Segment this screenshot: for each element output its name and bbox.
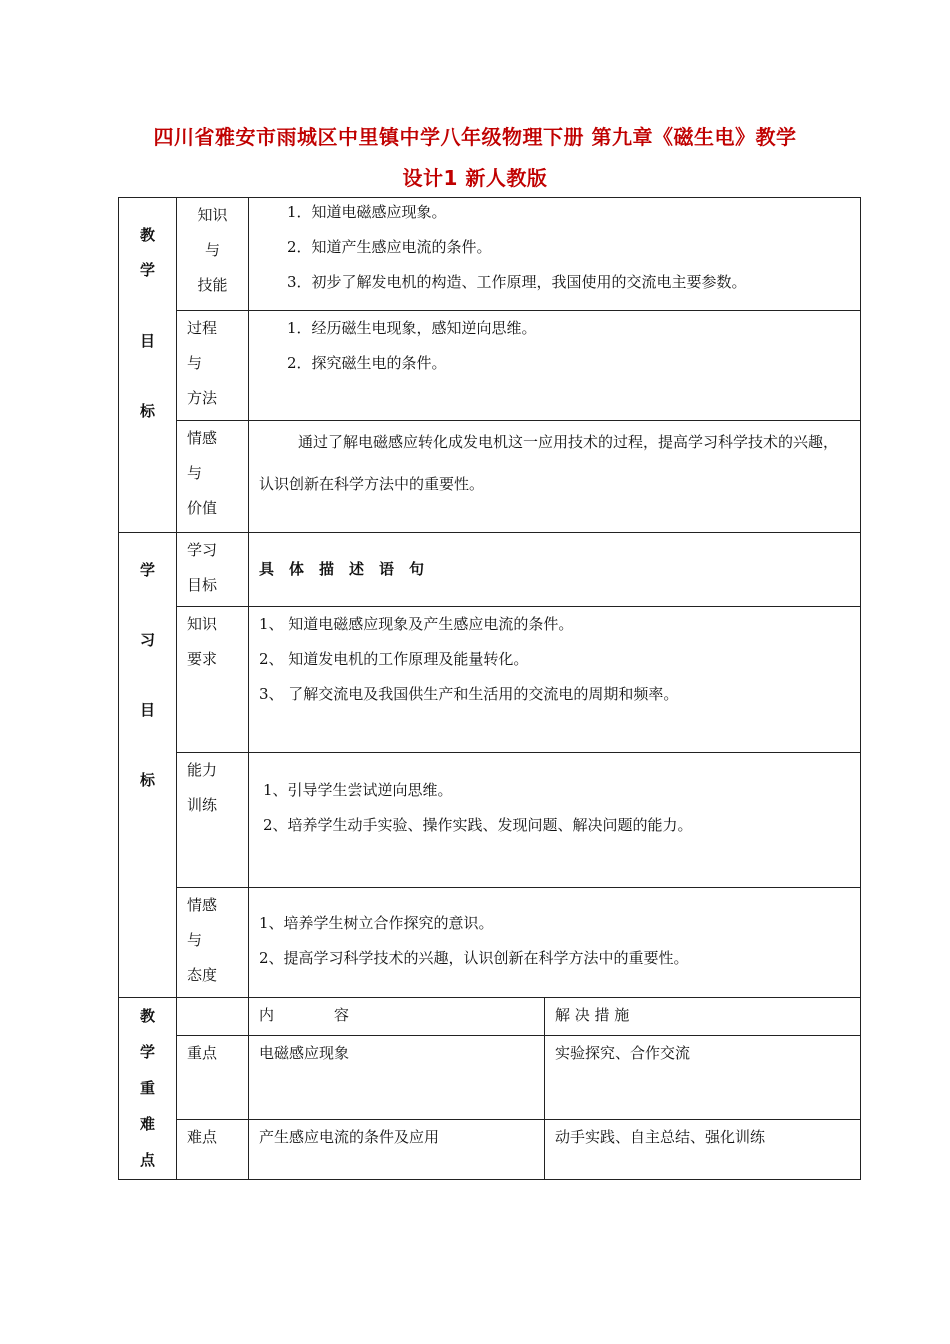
lesson-plan-table (118, 197, 861, 1180)
emotion-value-content: 通过了解电磁感应转化成发电机这一应用技术的过程，提高学习科学技术的兴趣，认识创新在科学方法中的重要性。 (249, 421, 861, 533)
sub-label-process-method: 过程 与 方法 (177, 311, 249, 421)
learning-goal-emotion-row (119, 888, 861, 998)
ability-training-content: 1、引导学生尝试逆向思维。 2、培养学生动手实验、操作实践、发现问题、解决问题的能力。 (249, 753, 861, 888)
difficult-point-content: 产生感应电流的条件及应用 (249, 1120, 545, 1180)
sub-label-learning-goal: 学习 目标 (177, 533, 249, 607)
key-point-content: 电磁感应现象 (249, 1036, 545, 1120)
document-title-line-2: 设计1 新人教版 (402, 166, 548, 190)
key-point-row (119, 1036, 861, 1120)
measures-column-header: 解 决 措 施 (545, 998, 861, 1036)
learning-goal-header-row (119, 533, 861, 607)
learning-goal-knowledge-row (119, 607, 861, 753)
teaching-goal-process-row (119, 311, 861, 421)
difficult-point-row (119, 1120, 861, 1180)
document-title-line-1: 四川省雅安市雨城区中里镇中学八年级物理下册 第九章《磁生电》教学 (153, 125, 797, 149)
knowledge-requirement-content: 1、 知道电磁感应现象及产生感应电流的条件。 2、 知道发电机的工作原理及能量转化。 3、 了解交流电及我国供生产和生活用的交流电的周期和频率。 (249, 607, 861, 753)
teaching-goal-knowledge-row (119, 198, 861, 311)
key-point-label: 重点 (177, 1036, 249, 1120)
content-column-header: 内 容 (249, 998, 545, 1036)
sub-label-knowledge-skills: 知识 与 技能 (177, 198, 249, 311)
difficult-point-measure: 动手实践、自主总结、强化训练 (545, 1120, 861, 1180)
learning-goals-label: 学 习 目 标 (119, 533, 177, 998)
sub-label-knowledge-requirement: 知识 要求 (177, 607, 249, 753)
difficult-point-label: 难点 (177, 1120, 249, 1180)
key-points-header-row (119, 998, 861, 1036)
process-method-content: 1．经历磁生电现象，感知逆向思维。 2．探究磁生电的条件。 (249, 311, 861, 421)
sub-label-ability-training: 能力 训练 (177, 753, 249, 888)
emotion-attitude-content: 1、培养学生树立合作探究的意识。 2、提高学习科学技术的兴趣，认识创新在科学方法中的重要性。 (249, 888, 861, 998)
key-difficult-points-label: 教 学 重 难 点 (119, 998, 177, 1180)
key-point-measure: 实验探究、合作交流 (545, 1036, 861, 1120)
empty-header-cell (177, 998, 249, 1036)
learning-goal-ability-row (119, 753, 861, 888)
teaching-goals-label: 教 学 目 标 (119, 198, 177, 533)
teaching-goal-emotion-row (119, 421, 861, 533)
knowledge-skills-content: 1．知道电磁感应现象。 2．知道产生感应电流的条件。 3．初步了解发电机的构造、工作原理，我国使用的交流电主要参数。 (249, 198, 861, 311)
specific-description-header: 具 体 描 述 语 句 (249, 533, 861, 607)
sub-label-emotion-attitude: 情感 与 态度 (177, 888, 249, 998)
sub-label-emotion-value: 情感 与 价值 (177, 421, 249, 533)
